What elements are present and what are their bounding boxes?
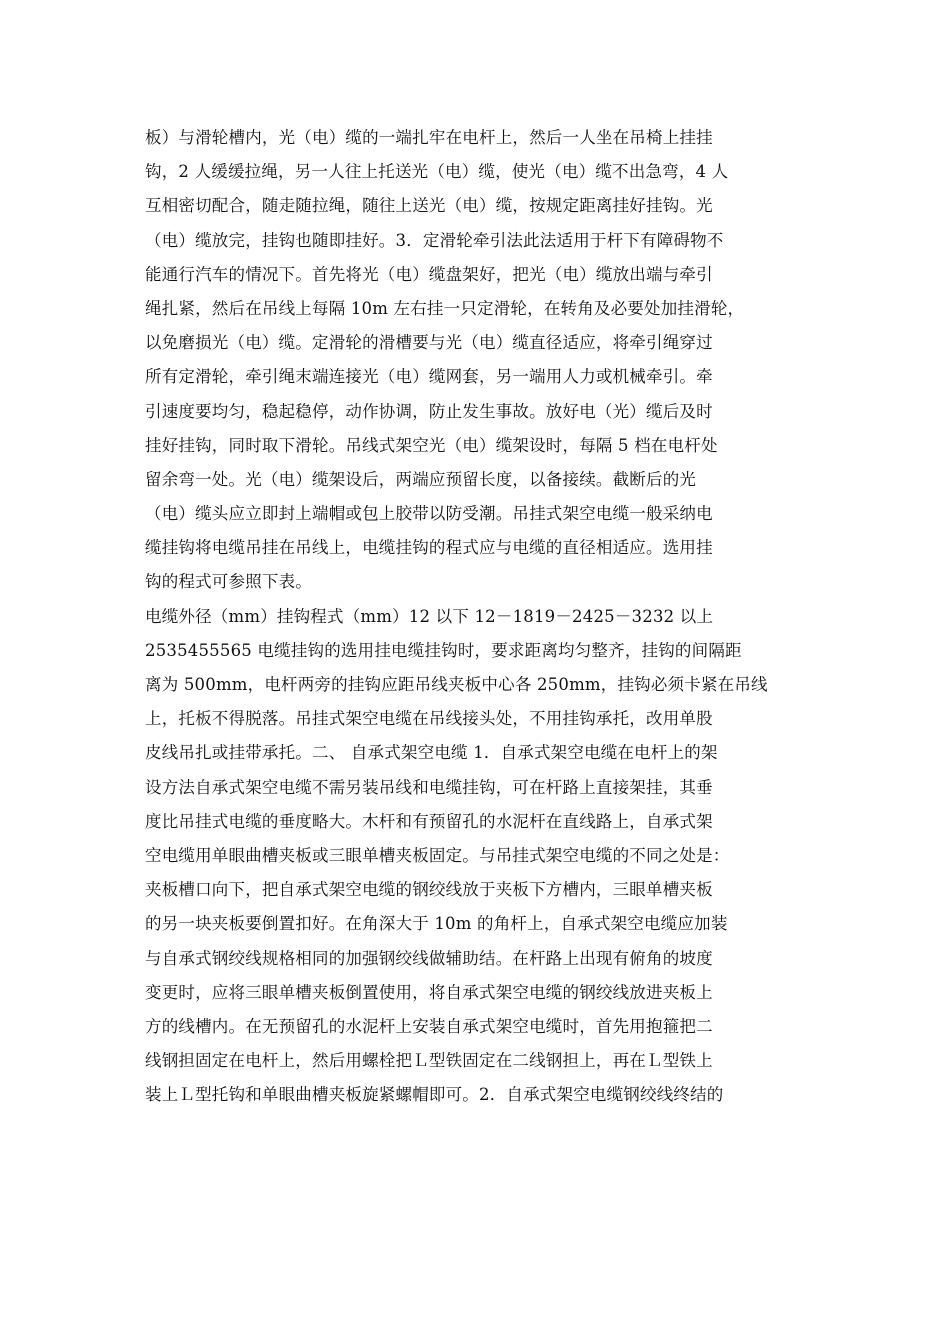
text-line: 互相密切配合，随走随拉绳，随往上送光（电）缆，按规定距离挂好挂钩。光 bbox=[145, 196, 713, 216]
text-line: 留余弯一处。光（电）缆架设后，两端应预留长度，以备接续。截断后的光 bbox=[145, 469, 697, 489]
text-line: （电）缆头应立即封上端帽或包上胶带以防受潮。吊挂式架空电缆一般采纳电 bbox=[145, 504, 713, 524]
text-line: 方的线槽内。在无预留孔的水泥杆上安装自承式架空电缆时，首先用抱箍把二 bbox=[145, 1016, 713, 1036]
text-line: 钩，2 人缓缓拉绳，另一人往上托送光（电）缆，使光（电）缆不出急弯，4 人 bbox=[145, 162, 729, 182]
text-line: 钩的程式可参照下表。 bbox=[145, 572, 312, 592]
text-line: 离为 500mm，电杆两旁的挂钩应距吊线夹板中心各 250mm，挂钩必须卡紧在吊线 bbox=[145, 675, 768, 694]
text-line: 皮线吊扎或挂带承托。二、 自承式架空电缆 1．自承式架空电缆在电杆上的架 bbox=[145, 743, 718, 763]
text-line: 板）与滑轮槽内，光（电）缆的一端扎牢在电杆上，然后一人坐在吊椅上挂挂 bbox=[145, 128, 713, 147]
text-line: 挂好挂钩，同时取下滑轮。吊线式架空光（电）缆架设时，每隔 5 档在电杆处 bbox=[145, 435, 718, 455]
text-line: （电）缆放完，挂钩也随即挂好。3．定滑轮牵引法此法适用于杆下有障碍物不 bbox=[145, 230, 724, 250]
text-line: 装上Ｌ型托钩和单眼曲槽夹板旋紧螺帽即可。2．自承式架空电缆钢绞线终结的 bbox=[145, 1085, 724, 1105]
text-line: 2535455565 电缆挂钩的选用挂电缆挂钩时，要求距离均匀整齐，挂钩的间隔距 bbox=[145, 640, 742, 660]
text-line: 夹板槽口向下，把自承式架空电缆的钢绞线放于夹板下方槽内，三眼单槽夹板 bbox=[145, 880, 713, 900]
body-text bbox=[145, 121, 810, 1112]
text-line: 能通行汽车的情况下。首先将光（电）缆盘架好，把光（电）缆放出端与牵引 bbox=[145, 264, 713, 284]
text-line: 引速度要均匀，稳起稳停，动作协调，防止发生事故。放好电（光）缆后及时 bbox=[145, 401, 713, 421]
text-line: 度比吊挂式电缆的垂度略大。木杆和有预留孔的水泥杆在直线路上，自承式架 bbox=[145, 811, 713, 831]
text-line: 空电缆用单眼曲槽夹板或三眼单槽夹板固定。与吊挂式架空电缆的不同之处是： bbox=[145, 845, 730, 865]
text-line: 以免磨损光（电）缆。定滑轮的滑槽要与光（电）缆直径适应，将牵引绳穿过 bbox=[145, 333, 713, 353]
text-line: 设方法自承式架空电缆不需另装吊线和电缆挂钩，可在杆路上直接架挂，其垂 bbox=[145, 777, 713, 797]
text-line: 缆挂钩将电缆吊挂在吊线上，电缆挂钩的程式应与电缆的直径相适应。选用挂 bbox=[145, 538, 713, 558]
text-line: 变更时，应将三眼单槽夹板倒置使用，将自承式架空电缆的钢绞线放进夹板上 bbox=[145, 982, 713, 1002]
text-line: 线钢担固定在电杆上，然后用螺栓把Ｌ型铁固定在二线钢担上，再在Ｌ型铁上 bbox=[145, 1051, 713, 1071]
text-line: 与自承式钢绞线规格相同的加强钢绞线做辅助结。在杆路上出现有俯角的坡度 bbox=[145, 948, 713, 968]
text-line: 绳扎紧，然后在吊线上每隔 10m 左右挂一只定滑轮，在转角及必要处加挂滑轮， bbox=[145, 298, 745, 318]
text-line: 的另一块夹板要倒置扣好。在角深大于 10m 的角杆上，自承式架空电缆应加装 bbox=[145, 914, 728, 934]
text-line: 所有定滑轮，牵引绳末端连接光（电）缆网套，另一端用人力或机械牵引。牵 bbox=[145, 367, 713, 387]
text-line: 上，托板不得脱落。吊挂式架空电缆在吊线接头处，不用挂钩承托，改用单股 bbox=[145, 709, 713, 729]
text-line: 电缆外径（mm）挂钩程式（mm）12 以下 12－1819－2425－3232 以上 bbox=[145, 606, 714, 626]
